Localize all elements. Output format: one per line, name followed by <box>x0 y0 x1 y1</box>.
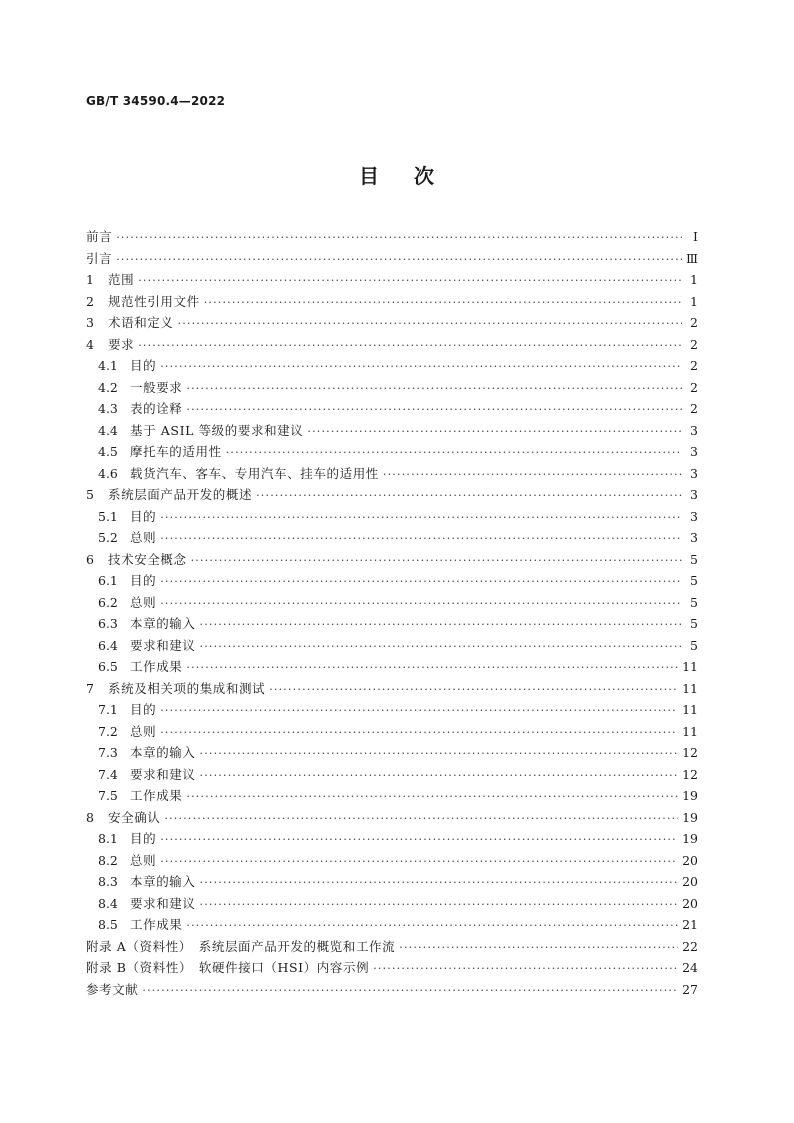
toc-entry-number: 4.2 <box>98 379 118 395</box>
toc-entry[interactable] <box>86 441 698 463</box>
toc-entry[interactable] <box>86 506 698 528</box>
toc-entry-number: 7.4 <box>98 766 118 782</box>
toc-entry-page: 3 <box>690 444 698 459</box>
toc-entry-label: 表的诠释 <box>130 401 183 416</box>
toc-entry-number: 8.5 <box>98 917 118 932</box>
toc-entry-page: 2 <box>690 379 698 395</box>
toc-entry-page: 11 <box>682 702 698 717</box>
toc-entry-page: 3 <box>690 422 698 438</box>
toc-entry[interactable] <box>86 484 698 506</box>
toc-leader-dots <box>160 722 678 744</box>
toc-entry[interactable] <box>86 957 698 979</box>
toc-entry-page: 20 <box>682 874 698 889</box>
toc-entry[interactable] <box>86 420 698 442</box>
toc-entry-page: 2 <box>690 401 698 416</box>
toc-entry-page: 3 <box>690 465 698 481</box>
toc-entry[interactable] <box>86 269 698 291</box>
toc-entry-label: 本章的输入 <box>130 745 196 760</box>
toc-entry-label: 总则 <box>130 530 157 545</box>
toc-entry[interactable] <box>86 635 698 657</box>
toc-entry[interactable] <box>86 613 698 635</box>
toc-entry-page: 5 <box>690 594 698 610</box>
toc-entry-number: 4 <box>86 336 94 352</box>
toc-entry-number: 4.5 <box>98 444 118 459</box>
toc-entry-label: 目的 <box>130 702 157 717</box>
toc-entry-page: 20 <box>682 852 698 868</box>
toc-entry-label: 要求 <box>108 336 135 352</box>
toc-entry[interactable] <box>86 312 698 334</box>
toc-entry-page: 2 <box>690 358 698 373</box>
toc-entry-number: 8.4 <box>98 895 118 911</box>
toc-entry-number: 3 <box>86 315 94 330</box>
toc-entry[interactable] <box>86 785 698 807</box>
toc-leader-dots <box>142 980 678 1002</box>
toc-entry[interactable] <box>86 871 698 893</box>
toc-entry[interactable] <box>86 226 698 248</box>
toc-entry-number: 6 <box>86 551 94 567</box>
toc-leader-dots <box>191 550 682 572</box>
toc-leader-dots <box>160 507 682 529</box>
toc-entry-page: 20 <box>682 895 698 911</box>
toc-entry-page: 5 <box>690 573 698 588</box>
toc-entry[interactable] <box>86 678 698 700</box>
toc-entry-page: 3 <box>690 530 698 545</box>
toc-entry-label: 目的 <box>130 573 157 588</box>
toc-entry-page: 12 <box>682 745 698 760</box>
toc-entry-number: 8.2 <box>98 852 118 868</box>
toc-leader-dots <box>116 249 682 271</box>
toc-leader-dots <box>186 657 678 679</box>
toc-entry[interactable] <box>86 893 698 915</box>
toc-entry[interactable] <box>86 570 698 592</box>
toc-entry[interactable] <box>86 527 698 549</box>
toc-entry-page: 19 <box>682 788 698 803</box>
toc-entry-number: 6.3 <box>98 616 118 631</box>
toc-entry-page: 1 <box>690 293 698 309</box>
toc-leader-dots <box>160 851 678 873</box>
toc-entry[interactable] <box>86 850 698 872</box>
toc-entry-page: 3 <box>690 508 698 524</box>
toc-entry[interactable] <box>86 764 698 786</box>
toc-entry-label: 总则 <box>130 852 157 868</box>
toc-entry-page: Ⅲ <box>685 250 698 266</box>
toc-entry-label: 要求和建议 <box>130 766 196 782</box>
toc-entry-number: 5.2 <box>98 530 118 545</box>
toc-entry-page: 11 <box>682 659 698 674</box>
toc-entry-number: 2 <box>86 293 94 309</box>
toc-entry-label: 总则 <box>130 594 157 610</box>
toc-entry-number: 8.3 <box>98 874 118 889</box>
toc-entry[interactable] <box>86 936 698 958</box>
toc-entry-label: 技术安全概念 <box>108 551 187 567</box>
toc-leader-dots <box>200 894 679 916</box>
toc-leader-dots <box>200 765 679 787</box>
toc-entry-page: 3 <box>690 487 698 502</box>
toc-leader-dots <box>160 571 682 593</box>
toc-entry-number: 6.2 <box>98 594 118 610</box>
toc-entry-number: 7.5 <box>98 788 118 803</box>
toc-entry-number: 8.1 <box>98 831 118 846</box>
toc-entry-label: 目的 <box>130 358 157 373</box>
toc-entry-label: 系统及相关项的集成和测试 <box>108 680 266 696</box>
toc-leader-dots <box>373 958 678 980</box>
toc-leader-dots <box>226 442 682 464</box>
toc-entry-page: Ⅰ <box>693 229 698 244</box>
toc-leader-dots <box>160 356 682 378</box>
toc-entry[interactable] <box>86 248 698 270</box>
toc-leader-dots <box>399 937 678 959</box>
toc-entry-page: 2 <box>690 315 698 330</box>
toc-leader-dots <box>160 593 682 615</box>
toc-entry-label: 本章的输入 <box>130 874 196 889</box>
title-part-2: 次 <box>414 164 435 188</box>
toc-leader-dots <box>186 399 682 421</box>
toc-entry-label: 一般要求 <box>130 379 183 395</box>
toc-entry-label: 附录 A（资料性） 系统层面产品开发的概览和工作流 <box>86 938 396 954</box>
toc-entry-page: 5 <box>690 551 698 567</box>
toc-entry[interactable] <box>86 656 698 678</box>
toc-entry-number: 4.3 <box>98 401 118 416</box>
toc-entry-label: 载货汽车、客车、专用汽车、挂车的适用性 <box>130 465 379 481</box>
toc-entry[interactable] <box>86 699 698 721</box>
table-of-contents <box>86 226 698 1000</box>
toc-leader-dots <box>383 464 682 486</box>
toc-leader-dots <box>204 292 682 314</box>
toc-entry-number: 4.6 <box>98 465 118 481</box>
toc-entry[interactable] <box>86 398 698 420</box>
toc-entry[interactable] <box>86 979 698 1001</box>
toc-entry-label: 参考文献 <box>86 981 139 997</box>
toc-entry[interactable] <box>86 914 698 936</box>
toc-entry[interactable] <box>86 355 698 377</box>
toc-entry[interactable] <box>86 334 698 356</box>
toc-entry-number: 7.1 <box>98 702 118 717</box>
toc-entry-label: 工作成果 <box>130 659 183 674</box>
toc-entry-label: 附录 B（资料性） 软硬件接口（HSI）内容示例 <box>86 960 370 975</box>
toc-leader-dots <box>160 528 682 550</box>
toc-entry-label: 要求和建议 <box>130 895 196 911</box>
toc-leader-dots <box>200 743 679 765</box>
toc-entry-number: 7.3 <box>98 745 118 760</box>
toc-entry-label: 规范性引用文件 <box>108 293 200 309</box>
toc-entry[interactable] <box>86 463 698 485</box>
toc-leader-dots <box>178 313 682 335</box>
toc-entry-label: 基于 ASIL 等级的要求和建议 <box>130 422 304 438</box>
toc-entry-label: 本章的输入 <box>130 616 196 631</box>
toc-entry[interactable] <box>86 828 698 850</box>
toc-entry-label: 系统层面产品开发的概述 <box>108 487 253 502</box>
toc-entry[interactable] <box>86 807 698 829</box>
toc-entry-number: 1 <box>86 272 94 287</box>
toc-entry-number: 4.4 <box>98 422 118 438</box>
toc-entry-page: 12 <box>682 766 698 782</box>
toc-entry-page: 5 <box>690 637 698 653</box>
toc-entry-number: 6.5 <box>98 659 118 674</box>
toc-entry-page: 2 <box>690 336 698 352</box>
toc-entry-number: 6.4 <box>98 637 118 653</box>
toc-entry[interactable] <box>86 291 698 313</box>
toc-leader-dots <box>160 829 678 851</box>
toc-entry-label: 安全确认 <box>108 809 161 825</box>
toc-entry-page: 21 <box>682 917 698 932</box>
toc-entry-page: 11 <box>682 680 698 696</box>
toc-entry-label: 总则 <box>130 723 157 739</box>
toc-entry-label: 工作成果 <box>130 788 183 803</box>
toc-entry-label: 目的 <box>130 831 157 846</box>
toc-entry-number: 5.1 <box>98 508 118 524</box>
toc-entry-label: 摩托车的适用性 <box>130 444 222 459</box>
page-title <box>0 160 794 189</box>
toc-leader-dots <box>200 636 682 658</box>
toc-entry-number: 4.1 <box>98 358 118 373</box>
toc-entry[interactable] <box>86 742 698 764</box>
toc-leader-dots <box>200 872 679 894</box>
toc-entry[interactable] <box>86 549 698 571</box>
toc-leader-dots <box>138 270 682 292</box>
toc-entry-label: 前言 <box>86 229 113 244</box>
toc-entry-page: 27 <box>682 981 698 997</box>
toc-leader-dots <box>116 227 682 249</box>
toc-entry-number: 7 <box>86 680 94 696</box>
toc-entry-label: 引言 <box>86 250 113 266</box>
toc-entry-number: 5 <box>86 487 94 502</box>
toc-leader-dots <box>160 700 678 722</box>
toc-entry-page: 19 <box>682 831 698 846</box>
toc-entry[interactable] <box>86 377 698 399</box>
toc-entry[interactable] <box>86 721 698 743</box>
toc-entry-label: 术语和定义 <box>108 315 174 330</box>
toc-entry-page: 22 <box>682 938 698 954</box>
toc-leader-dots <box>307 421 682 443</box>
toc-entry-label: 目的 <box>130 508 157 524</box>
toc-entry-number: 7.2 <box>98 723 118 739</box>
toc-leader-dots <box>269 679 678 701</box>
toc-leader-dots <box>138 335 682 357</box>
toc-entry-page: 1 <box>690 272 698 287</box>
toc-leader-dots <box>256 485 682 507</box>
toc-entry-page: 11 <box>682 723 698 739</box>
toc-leader-dots <box>186 786 678 808</box>
toc-entry-number: 6.1 <box>98 573 118 588</box>
toc-entry-page: 19 <box>682 809 698 825</box>
toc-entry-number: 8 <box>86 809 94 825</box>
toc-entry-label: 工作成果 <box>130 917 183 932</box>
toc-entry-page: 24 <box>682 960 698 975</box>
title-part-1: 目 <box>359 164 380 188</box>
toc-entry-page: 5 <box>690 616 698 631</box>
toc-leader-dots <box>200 614 682 636</box>
toc-leader-dots <box>186 915 678 937</box>
toc-entry-label: 要求和建议 <box>130 637 196 653</box>
standard-code: GB/T 34590.4—2022 <box>86 94 226 108</box>
toc-leader-dots <box>186 378 682 400</box>
toc-entry[interactable] <box>86 592 698 614</box>
toc-entry-label: 范围 <box>108 272 135 287</box>
toc-leader-dots <box>164 808 678 830</box>
